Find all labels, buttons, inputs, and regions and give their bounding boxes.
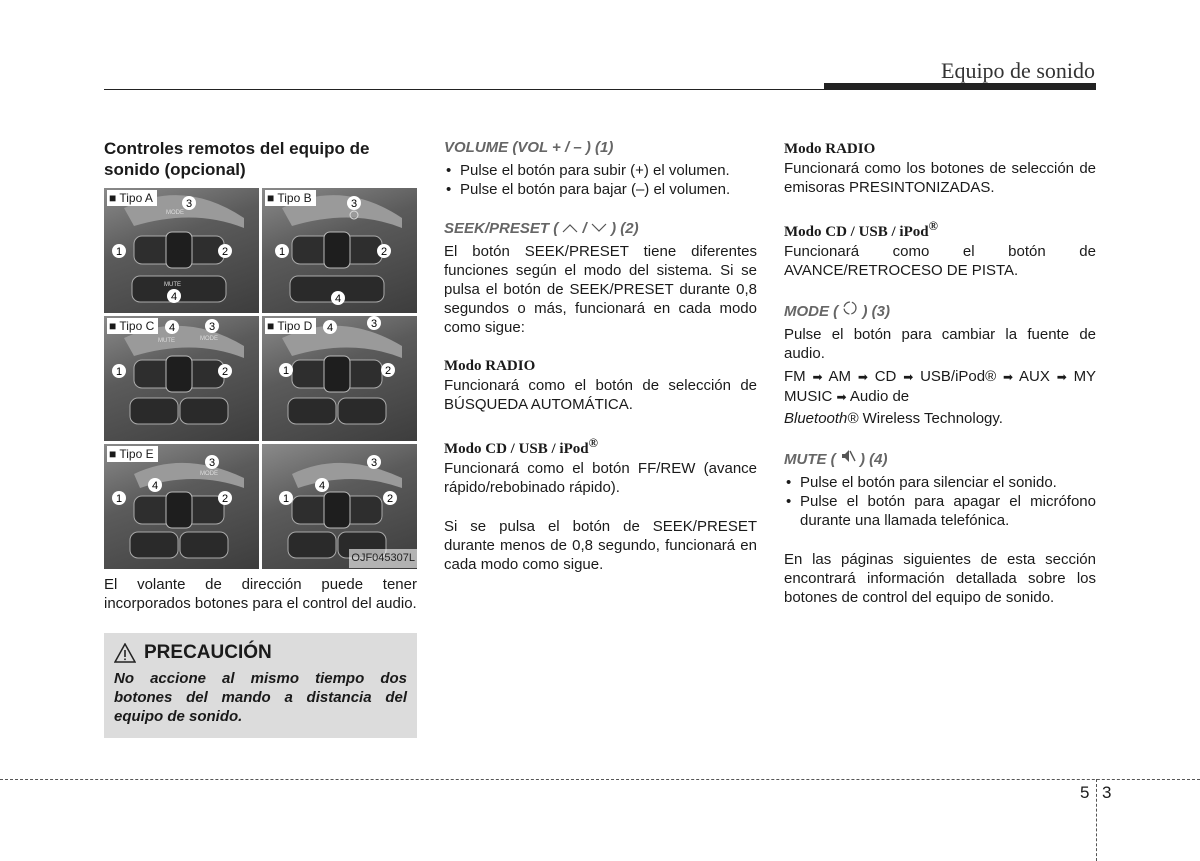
cd-mode-text: Funcionará como el botón FF/REW (avance rápido/rebobinado rápido). xyxy=(444,460,757,496)
panel-tipo-c xyxy=(104,316,259,441)
cd-mode-text: Funcionará como el botón de AVANCE/RETROCESO DE PISTA. xyxy=(784,243,1096,279)
footer-divider xyxy=(1096,779,1097,861)
column-middle xyxy=(444,138,757,574)
callout-4: 4 xyxy=(170,291,178,303)
mute-heading-end: ) (4) xyxy=(860,451,888,468)
list-item: • Pulse el botón para subir (+) el volumen. xyxy=(444,161,757,180)
arrow-right-icon: ➡ xyxy=(1002,370,1014,384)
mode-label: MODE xyxy=(200,336,218,342)
mode-heading-end: ) (3) xyxy=(862,303,891,320)
arrow-right-icon: ➡ xyxy=(836,390,847,404)
warning-icon xyxy=(114,643,136,663)
cd-mode-heading-text: Modo CD / USB / iPod xyxy=(784,224,929,240)
page-header-title: Equipo de sonido xyxy=(941,58,1095,83)
cd-mode-heading: Modo CD / USB / iPod® xyxy=(784,219,938,240)
seek-heading-end: ) (2) xyxy=(611,220,639,237)
mode-seq-item: Audio de xyxy=(849,388,910,405)
cd-mode-heading-text: Modo CD / USB / iPod xyxy=(444,441,589,457)
mode-seq-item: CD xyxy=(874,368,897,385)
mute-label: MUTE xyxy=(164,282,181,288)
callout-4: 4 xyxy=(318,480,326,492)
panel-tag: ■ Tipo C xyxy=(107,318,158,334)
steering-control-image xyxy=(104,316,259,441)
volume-list xyxy=(444,161,757,199)
photo-code: OJF045307L xyxy=(349,549,417,568)
panel-tag: ■ Tipo D xyxy=(265,318,316,334)
callout-1: 1 xyxy=(115,246,123,258)
mode-heading xyxy=(784,300,1096,321)
column-left xyxy=(104,138,417,738)
callout-3: 3 xyxy=(350,198,358,210)
header-rule xyxy=(104,89,1096,90)
steering-control-image xyxy=(262,188,417,313)
mode-heading-start: MODE ( xyxy=(784,303,839,320)
bluetooth-label: Bluetooth® xyxy=(784,410,859,427)
callout-1: 1 xyxy=(278,246,286,258)
callout-2: 2 xyxy=(221,246,229,258)
mute-heading-start: MUTE ( xyxy=(784,451,836,468)
mode-seq-item: FM xyxy=(784,368,806,385)
callout-2: 2 xyxy=(221,366,229,378)
callout-1: 1 xyxy=(282,493,290,505)
mode-seq-item: MY MUSIC xyxy=(784,368,1097,405)
bluetooth-line xyxy=(784,409,1096,428)
mode-seq-item: USB/iPod® xyxy=(920,368,997,385)
radio-mode-text: Funcionará como el botón de selección de BÚSQUEDA AUTOMÁTICA. xyxy=(444,377,757,413)
panel-tag: ■ Tipo B xyxy=(265,190,316,206)
callout-3: 3 xyxy=(370,318,378,330)
mute-heading xyxy=(784,448,1096,469)
mode-label: MODE xyxy=(166,210,184,216)
callout-2: 2 xyxy=(380,246,388,258)
callout-3: 3 xyxy=(208,321,216,333)
section-title: Controles remotos del equipo de sonido (opcional) xyxy=(104,139,370,179)
radio-mode-text: Funcionará como los botones de selección de emisoras PRESINTONIZADAS. xyxy=(784,160,1096,196)
panel-tag: ■ Tipo A xyxy=(107,190,157,206)
mode-text: Pulse el botón para cambiar la fuente de audio. xyxy=(784,326,1096,362)
seek-heading: SEEK/PRESET ( / ) (2) xyxy=(444,220,639,237)
mode-sequence xyxy=(784,367,1096,407)
callout-3: 3 xyxy=(185,198,193,210)
mute-list xyxy=(784,473,1096,530)
callout-4: 4 xyxy=(326,322,334,334)
mode-cycle-icon xyxy=(842,300,858,316)
section-number: 5 xyxy=(1080,783,1090,802)
footer-rule xyxy=(0,779,1200,780)
arrow-right-icon: ➡ xyxy=(1056,370,1067,384)
callout-1: 1 xyxy=(115,493,123,505)
seek-heading-start: SEEK/PRESET ( xyxy=(444,220,559,237)
callout-1: 1 xyxy=(115,366,123,378)
callout-4: 4 xyxy=(151,480,159,492)
list-item: • Pulse el botón para bajar (–) el volumen. xyxy=(444,180,757,199)
steering-control-image xyxy=(104,188,259,313)
callout-3: 3 xyxy=(370,457,378,469)
seek-paragraph: El botón SEEK/PRESET tiene diferentes funciones según el modo del sistema. Si se pulsa el botón de SEEK/PRESET durante 0,8 segundos o más, funcionará en cada modo como sigue: xyxy=(444,243,757,336)
intro-paragraph: El volante de dirección puede tener incorporados botones para el control del audio. xyxy=(104,576,417,612)
short-press-paragraph: Si se pulsa el botón de SEEK/PRESET durante menos de 0,8 segundo, funcionará en cada modo como sigue. xyxy=(444,518,757,573)
panel-tipo-d xyxy=(262,316,417,441)
radio-mode-heading: Modo RADIO xyxy=(784,141,876,157)
caution-heading xyxy=(114,641,407,665)
bluetooth-rest: Wireless Technology. xyxy=(858,410,1003,427)
callout-2: 2 xyxy=(386,493,394,505)
steering-control-image xyxy=(104,444,259,569)
panel-tipo-e xyxy=(104,444,259,569)
mute-icon xyxy=(840,448,856,464)
chevron-down-icon xyxy=(591,223,607,233)
panel-tag: ■ Tipo E xyxy=(107,446,158,462)
list-item: • Pulse el botón para apagar el micrófono durante una llamada telefónica. xyxy=(784,492,1096,530)
callout-1: 1 xyxy=(282,365,290,377)
mode-label: MODE xyxy=(200,471,218,477)
callout-2: 2 xyxy=(384,365,392,377)
callout-2: 2 xyxy=(221,493,229,505)
caution-box xyxy=(104,633,417,738)
volume-heading: VOLUME (VOL + / – ) (1) xyxy=(444,139,614,156)
caution-title: PRECAUCIÓN xyxy=(144,642,272,663)
mode-seq-item: AM xyxy=(828,368,852,385)
arrow-right-icon: ➡ xyxy=(812,370,823,384)
steering-control-image xyxy=(262,316,417,441)
panel-tipo-a xyxy=(104,188,259,313)
closing-paragraph: En las páginas siguientes de esta sección encontrará información detallada sobre los botones de control del equipo de sonido. xyxy=(784,551,1096,606)
list-item: • Pulse el botón para silenciar el sonido. xyxy=(784,473,1096,492)
panel-tipo-f xyxy=(262,444,417,569)
callout-4: 4 xyxy=(334,293,342,305)
callout-4: 4 xyxy=(168,322,176,334)
arrow-right-icon: ➡ xyxy=(857,370,868,384)
column-right xyxy=(784,140,1096,607)
caution-text: No accione al mismo tiempo dos botones del mando a distancia del equipo de sonido. xyxy=(114,670,407,725)
cd-mode-heading: Modo CD / USB / iPod® xyxy=(444,436,598,457)
page-number: 3 xyxy=(1102,783,1112,802)
callout-3: 3 xyxy=(208,457,216,469)
radio-mode-heading: Modo RADIO xyxy=(444,358,536,374)
mode-seq-item: AUX xyxy=(1019,368,1050,385)
chevron-up-icon xyxy=(562,223,578,233)
steering-controls-photo-grid xyxy=(104,188,417,568)
panel-tipo-b xyxy=(262,188,417,313)
arrow-right-icon: ➡ xyxy=(903,370,914,384)
mute-label: MUTE xyxy=(158,338,175,344)
